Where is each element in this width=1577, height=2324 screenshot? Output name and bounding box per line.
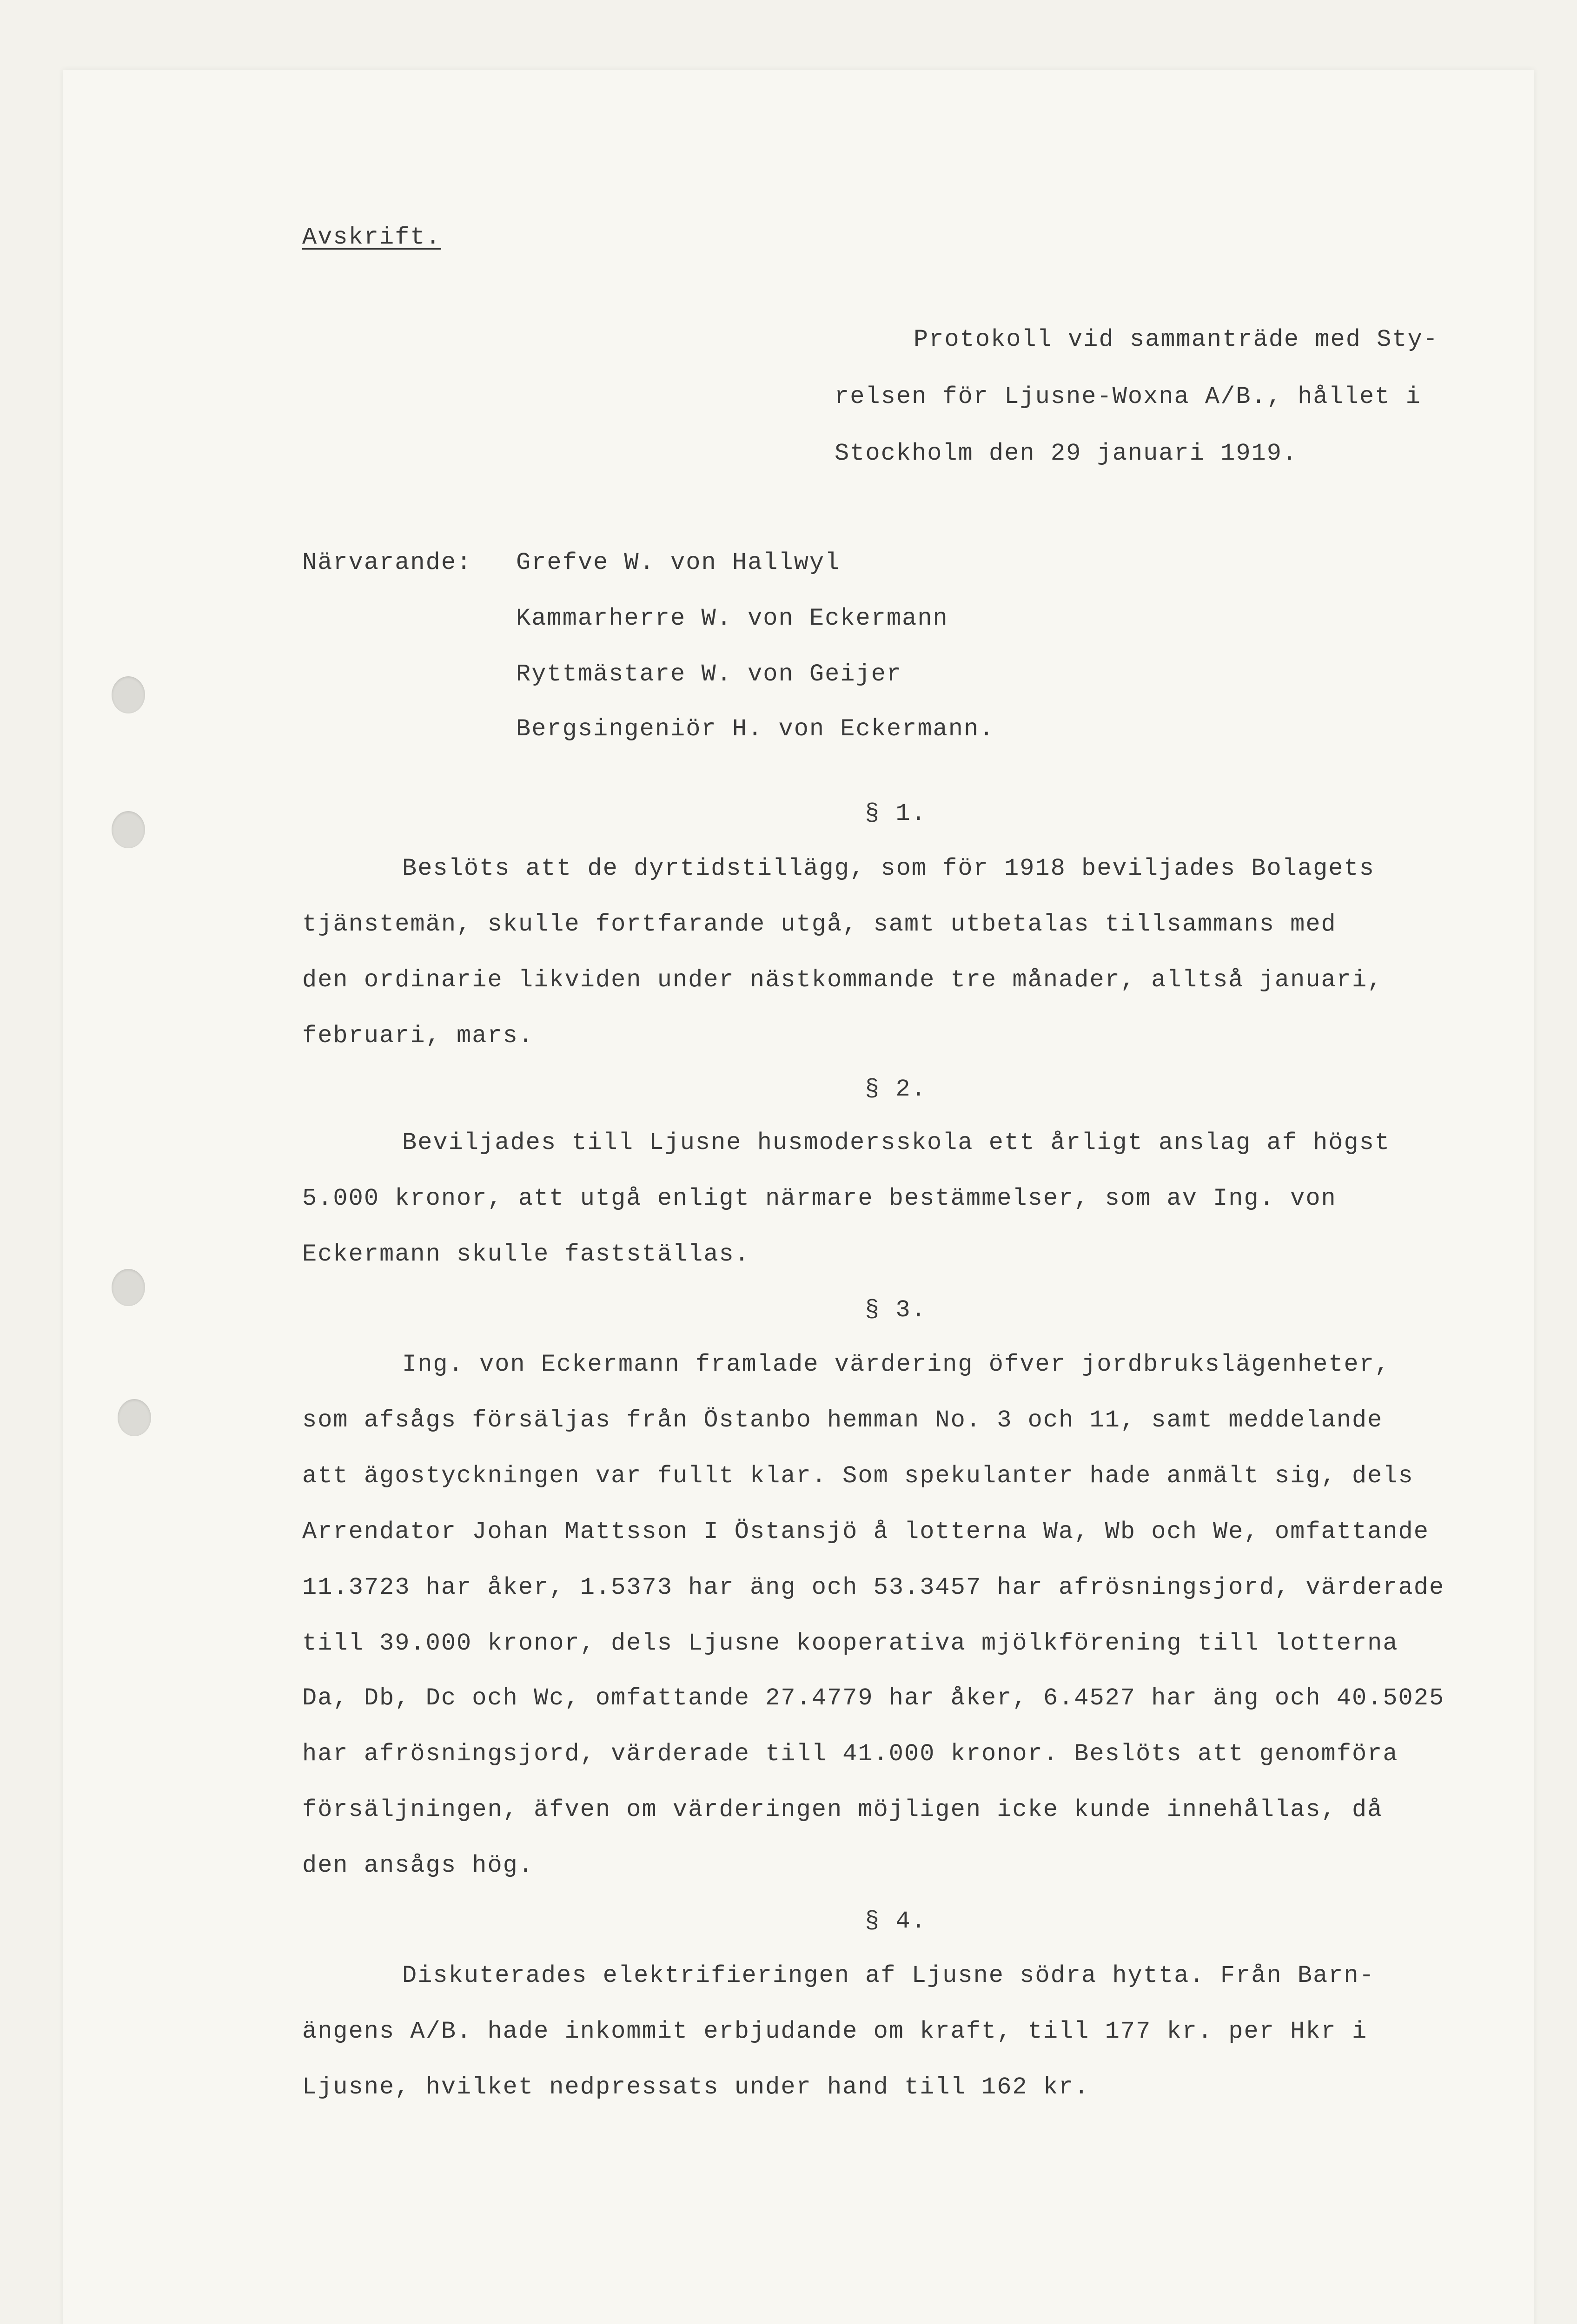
paragraph-line: februari, mars. bbox=[302, 1022, 534, 1050]
paragraph-line: till 39.000 kronor, dels Ljusne kooperativa mjölkförening till lotterna bbox=[302, 1630, 1398, 1657]
paragraph-line: den ansågs hög. bbox=[302, 1852, 534, 1879]
paragraph-line: Da, Db, Dc och Wc, omfattande 27.4779 har åker, 6.4527 har äng och 40.5025 bbox=[302, 1684, 1445, 1712]
paragraph-line: ängens A/B. hade inkommit erbjudande om kraft, till 177 kr. per Hkr i bbox=[302, 2018, 1368, 2045]
paragraph-line: Arrendator Johan Mattsson I Östansjö å lotterna Wa, Wb och We, omfattande bbox=[302, 1518, 1429, 1545]
title-line: Protokoll vid sammanträde med Sty- bbox=[914, 326, 1438, 353]
paragraph-line: Beslöts att de dyrtidstillägg, som för 1918 beviljades Bolagets bbox=[402, 855, 1375, 882]
paragraph-line: Eckermann skulle fastställas. bbox=[302, 1241, 750, 1268]
document-heading: Avskrift. bbox=[302, 224, 441, 251]
section-mark: § 2. bbox=[865, 1076, 927, 1103]
paragraph-line: 11.3723 har åker, 1.5373 har äng och 53.3457 har afrösningsjord, värderade bbox=[302, 1574, 1445, 1601]
paragraph-line: att ägostyckningen var fullt klar. Som spekulanter hade anmält sig, dels bbox=[302, 1462, 1414, 1490]
paragraph-line: har afrösningsjord, värderade till 41.000 kronor. Beslöts att genomföra bbox=[302, 1740, 1398, 1768]
document-sheet bbox=[63, 70, 1534, 2324]
paragraph-line: försäljningen, äfven om värderingen möjligen icke kunde innehållas, då bbox=[302, 1796, 1383, 1823]
attendee: Ryttmästare W. von Geijer bbox=[516, 660, 902, 688]
paragraph-line: Diskuterades elektrifieringen af Ljusne södra hytta. Från Barn- bbox=[402, 1962, 1375, 1989]
title-line: relsen för Ljusne-Woxna A/B., hållet i bbox=[835, 383, 1421, 410]
punch-hole bbox=[112, 1269, 145, 1306]
paragraph-line: Beviljades till Ljusne husmodersskola ett årligt anslag af högst bbox=[402, 1129, 1391, 1156]
punch-hole bbox=[118, 1399, 151, 1436]
attendee: Bergsingeniör H. von Eckermann. bbox=[516, 715, 995, 743]
paragraph-line: tjänstemän, skulle fortfarande utgå, samt utbetalas tillsammans med bbox=[302, 911, 1337, 938]
present-label: Närvarande: bbox=[302, 549, 472, 576]
attendee: Grefve W. von Hallwyl bbox=[516, 549, 841, 576]
title-line: Stockholm den 29 januari 1919. bbox=[835, 440, 1298, 467]
section-mark: § 4. bbox=[865, 1908, 927, 1935]
punch-hole bbox=[112, 811, 145, 848]
paragraph-line: som afsågs försäljas från Östanbo hemman No. 3 och 11, samt meddelande bbox=[302, 1406, 1383, 1434]
paragraph-line: Ljusne, hvilket nedpressats under hand till 162 kr. bbox=[302, 2073, 1090, 2101]
paragraph-line: den ordinarie likviden under nästkommande tre månader, alltså januari, bbox=[302, 966, 1383, 994]
paragraph-line: 5.000 kronor, att utgå enligt närmare bestämmelser, som av Ing. von bbox=[302, 1185, 1337, 1212]
attendee: Kammarherre W. von Eckermann bbox=[516, 605, 948, 632]
section-mark: § 1. bbox=[865, 800, 927, 827]
punch-hole bbox=[112, 676, 145, 713]
section-mark: § 3. bbox=[865, 1296, 927, 1324]
paragraph-line: Ing. von Eckermann framlade värdering öfver jordbrukslägenheter, bbox=[402, 1351, 1391, 1378]
